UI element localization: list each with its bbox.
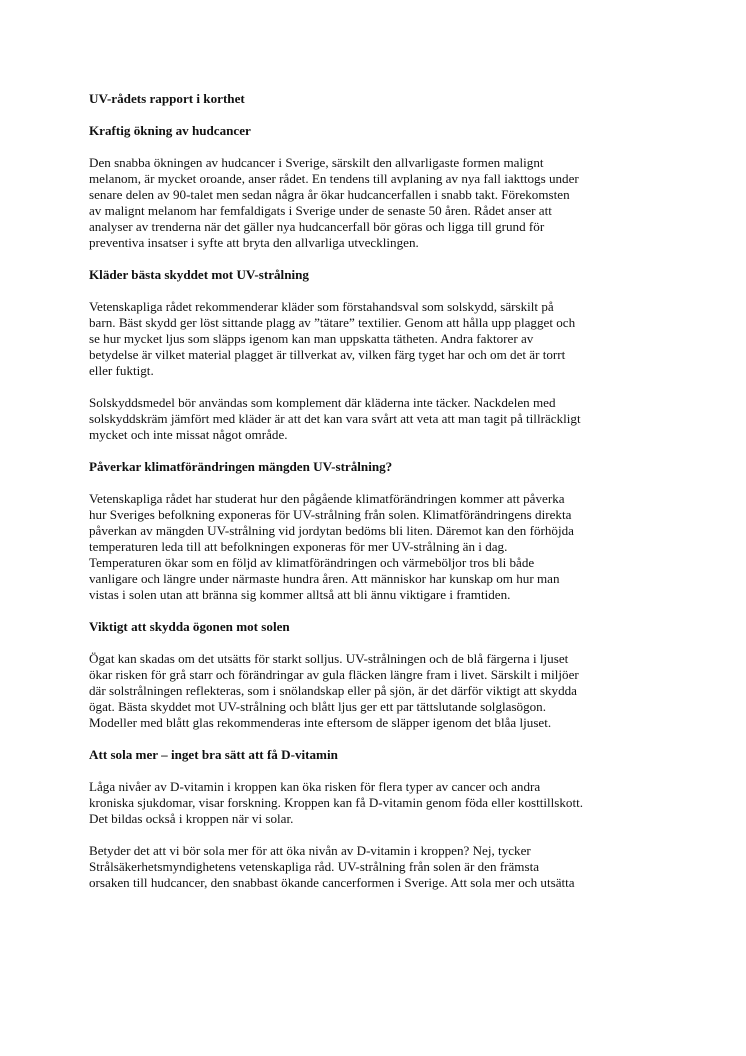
- paragraph-line: Betyder det att vi bör sola mer för att öka nivån av D-vitamin i kroppen? Nej, tycker: [89, 843, 531, 858]
- paragraph-line: betydelse är vilket material plagget är tillverkat av, vilken färg tyget har och om det är torrt: [89, 347, 566, 362]
- paragraph-line: Vetenskapliga rådet rekommenderar kläder som förstahandsval som solskydd, särskilt på: [89, 299, 554, 314]
- paragraph-line: Solskyddsmedel bör användas som komplement där kläderna inte täcker. Nackdelen med: [89, 395, 556, 410]
- section-heading: Att sola mer – inget bra sätt att få D-vitamin: [89, 747, 338, 762]
- paragraph-line: Ögat kan skadas om det utsätts för starkt solljus. UV-strålningen och de blå färgerna i ljuset: [89, 651, 569, 666]
- paragraph-line: vanligare och längre under närmaste hundra åren. Att människor har kunskap om hur man: [89, 571, 560, 586]
- paragraph-line: Vetenskapliga rådet har studerat hur den pågående klimatförändringen kommer att påverka: [89, 491, 565, 506]
- paragraph-line: orsaken till hudcancer, den snabbast ökande cancerformen i Sverige. Att sola mer och utsätta: [89, 875, 575, 890]
- paragraph-line: preventiva insatser i syfte att bryta den allvarliga utvecklingen.: [89, 235, 419, 250]
- paragraph-line: se hur mycket ljus som släpps igenom kan man uppskatta tätheten. Andra faktorer av: [89, 331, 534, 346]
- paragraph-line: hur Sveriges befolkning exponeras för UV-strålning från solen. Klimatförändringens direkta: [89, 507, 572, 522]
- paragraph-line: ögat. Bästa skyddet mot UV-strålning och blått ljus ger ett par tättslutande solglasögon.: [89, 699, 546, 714]
- paragraph-line: solskyddskräm jämfört med kläder är att det kan vara svårt att veta att man tagit på tillräckligt: [89, 411, 581, 426]
- paragraph: [89, 843, 669, 891]
- paragraph-line: vistas i solen utan att bränna sig kommer alltså att bli ännu viktigare i framtiden.: [89, 587, 511, 602]
- paragraph-line: av malignt melanom har femfaldigats i Sverige under de senaste 50 åren. Rådet anser att: [89, 203, 552, 218]
- paragraph-line: barn. Bäst skydd ger löst sittande plagg av ”tätare” textilier. Genom att hålla upp plagget och: [89, 315, 576, 330]
- section-heading: Kläder bästa skyddet mot UV-strålning: [89, 267, 309, 282]
- document-body: [89, 123, 669, 891]
- paragraph-line: Modeller med blått glas rekommenderas inte eftersom de släpper igenom det blåa ljuset.: [89, 715, 552, 730]
- paragraph: [89, 651, 669, 731]
- paragraph-line: kroniska sjukdomar, visar forskning. Kroppen kan få D-vitamin genom föda eller kosttillskott.: [89, 795, 584, 810]
- paragraph-line: mycket och inte missat något område.: [89, 427, 288, 442]
- paragraph: [89, 395, 669, 443]
- paragraph-line: Låga nivåer av D-vitamin i kroppen kan öka risken för flera typer av cancer och andra: [89, 779, 541, 794]
- paragraph-line: Temperaturen ökar som en följd av klimatförändringen och värmeböljor tros bli både: [89, 555, 535, 570]
- paragraph-line: Det bildas också i kroppen när vi solar.: [89, 811, 294, 826]
- paragraph-line: påverkan av mängden UV-strålning vid jordytan bedöms bli liten. Däremot kan den förhöjda: [89, 523, 574, 538]
- document-title: UV-rådets rapport i korthet: [89, 91, 245, 106]
- section-heading: Påverkar klimatförändringen mängden UV-strålning?: [89, 459, 393, 474]
- paragraph: [89, 299, 669, 379]
- paragraph-line: temperaturen leda till att befolkningen exponeras för mer UV-strålning än i dag.: [89, 539, 508, 554]
- paragraph-line: Strålsäkerhetsmyndighetens vetenskapliga råd. UV-strålning från solen är den främsta: [89, 859, 540, 874]
- paragraph-line: Den snabba ökningen av hudcancer i Sverige, särskilt den allvarligaste formen malignt: [89, 155, 544, 170]
- paragraph-line: senare delen av 90-talet men sedan några år ökar hudcancerfallen i snabb takt. Förekomsten: [89, 187, 570, 202]
- document-page: [89, 91, 669, 907]
- paragraph-line: analyser av trenderna när det gäller nya hudcancerfall bör göras och ligga till grund för: [89, 219, 545, 234]
- section-heading: Viktigt att skydda ögonen mot solen: [89, 619, 290, 634]
- paragraph-line: där solstrålningen reflekteras, som i snölandskap eller på sjön, är det därför viktigt att skydda: [89, 683, 577, 698]
- section-heading: Kraftig ökning av hudcancer: [89, 123, 251, 138]
- paragraph: [89, 155, 669, 251]
- paragraph-line: melanom, är mycket oroande, anser rådet. En tendens till avplaning av nya fall iakttogs under: [89, 171, 579, 186]
- paragraph: [89, 779, 669, 827]
- paragraph-line: eller fuktigt.: [89, 363, 154, 378]
- paragraph-line: ökar risken för grå starr och förändringar av gula fläcken längre fram i livet. Särskilt i miljöer: [89, 667, 579, 682]
- paragraph: [89, 491, 669, 603]
